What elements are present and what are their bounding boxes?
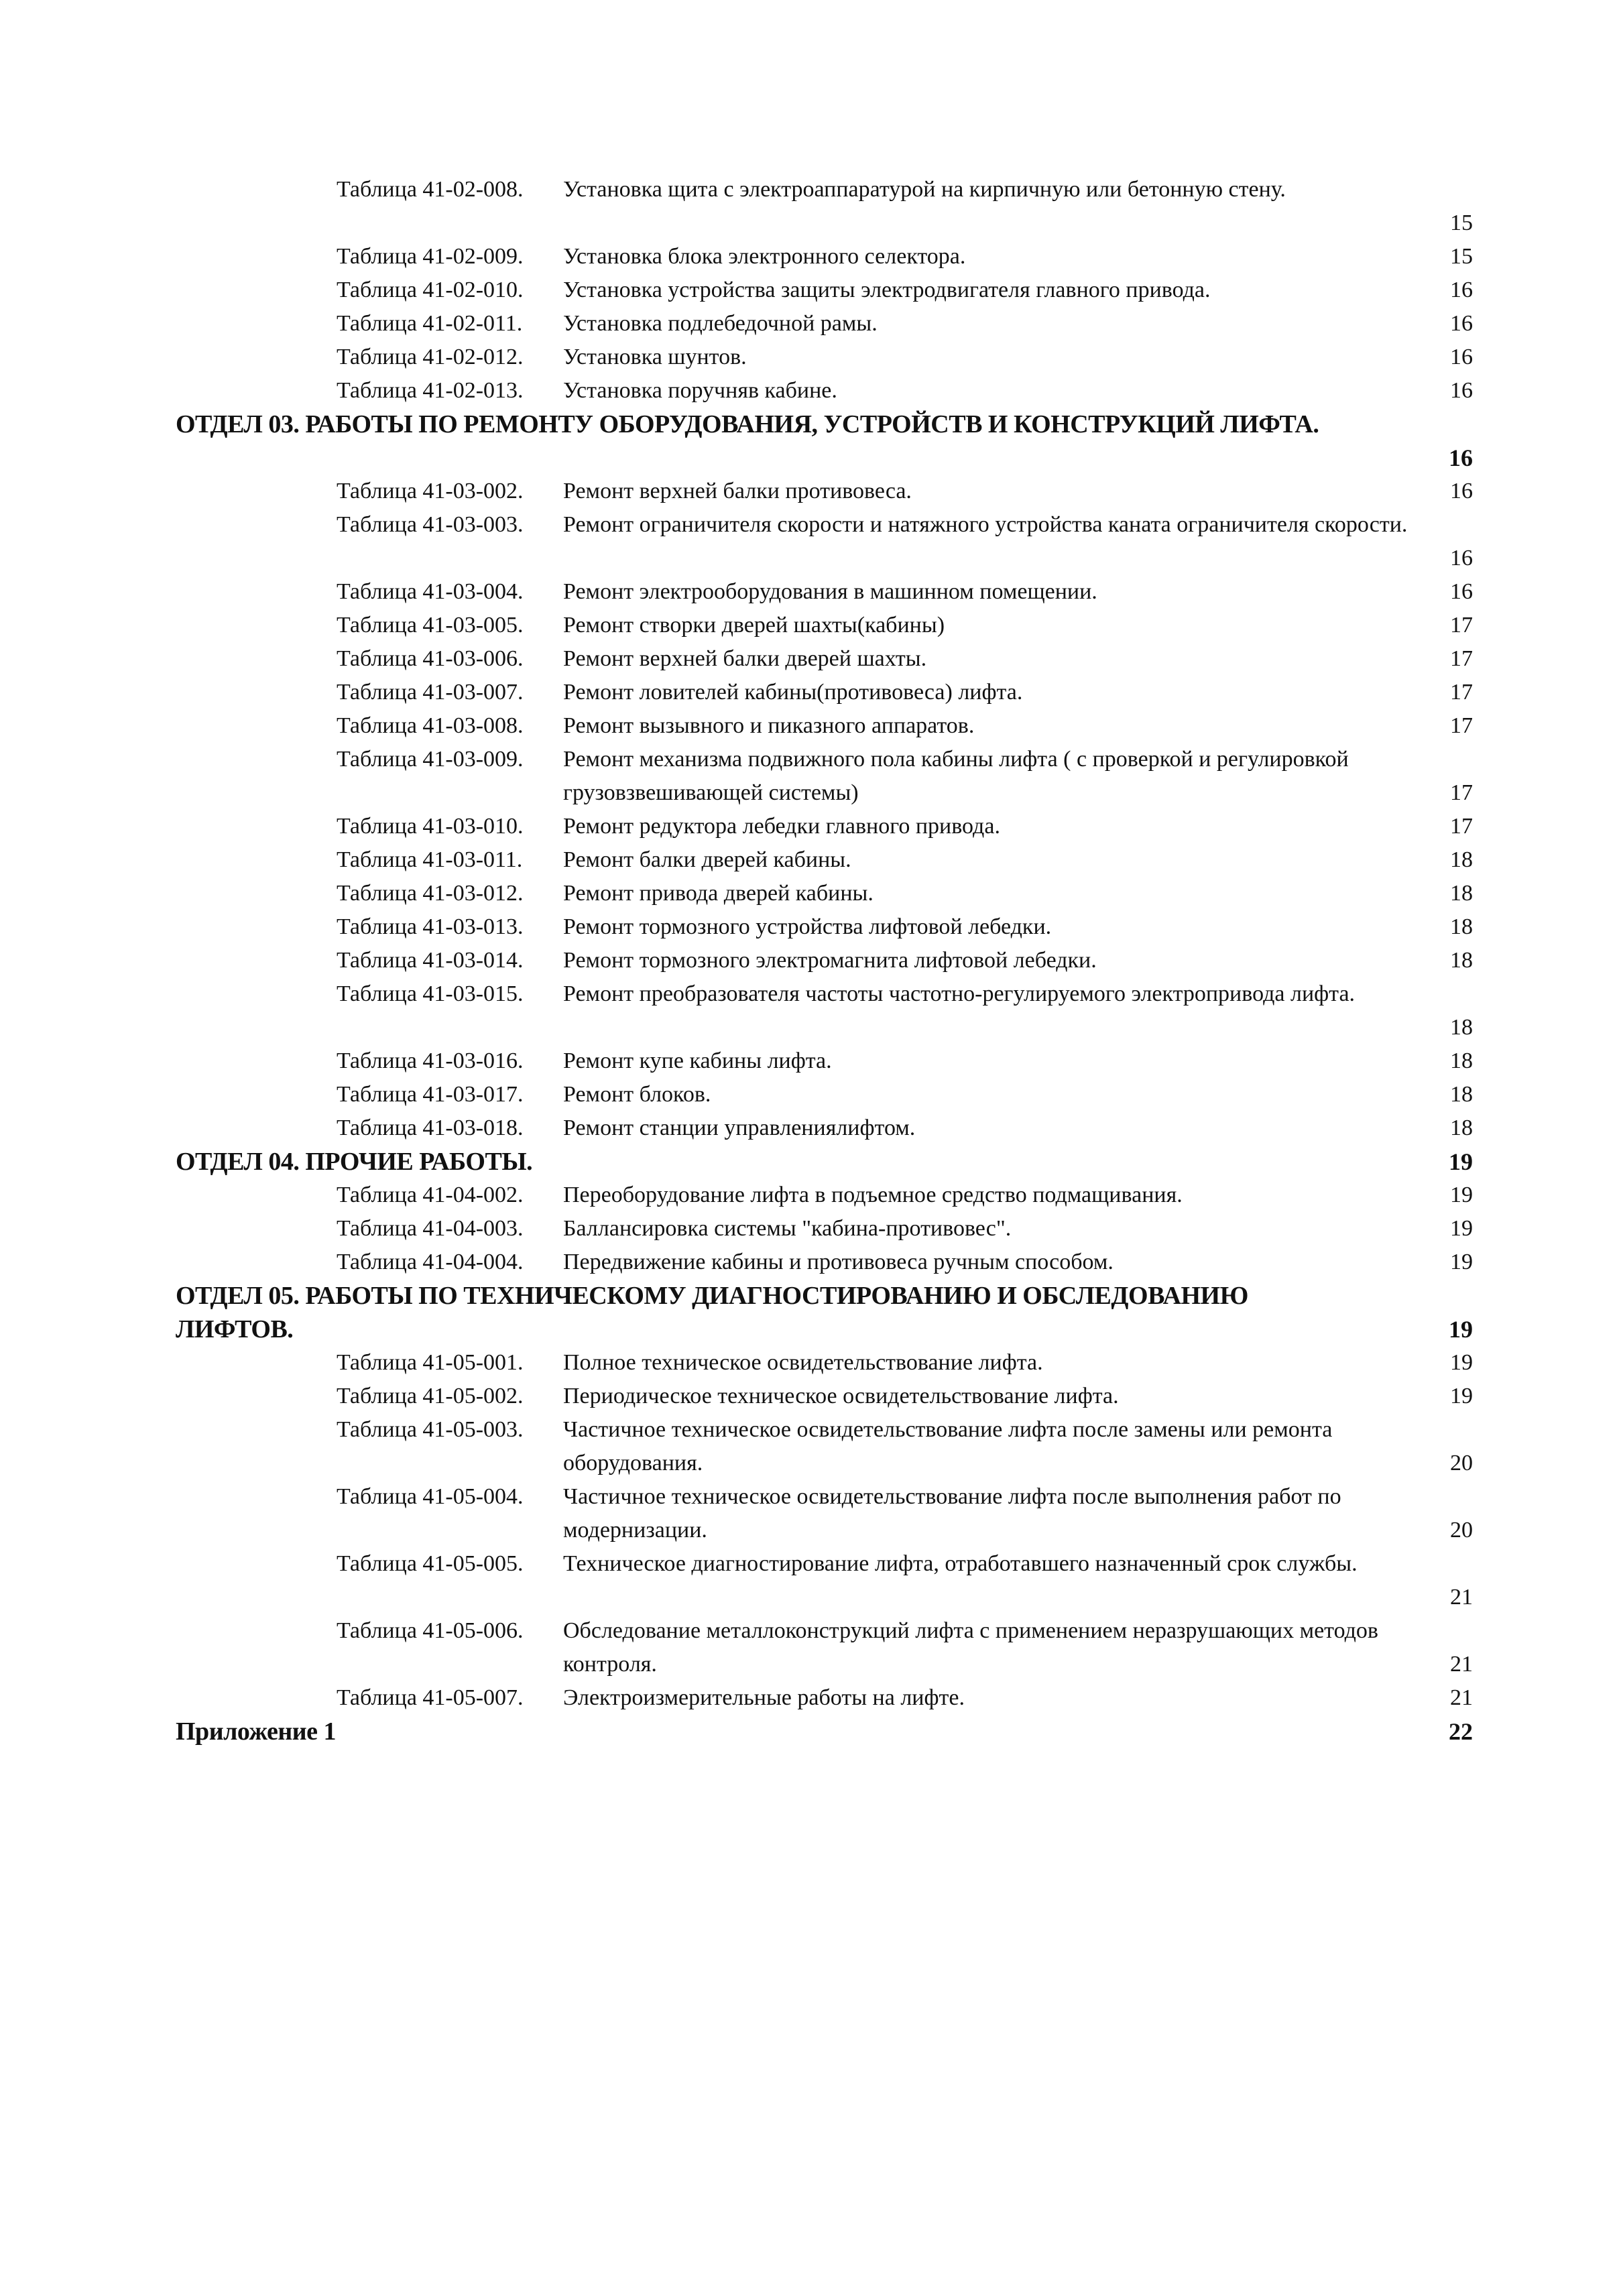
toc-page-number: 19 (1450, 1384, 1473, 1408)
toc-page-number: 18 (1450, 1048, 1473, 1073)
toc-page-number: 16 (1450, 546, 1473, 570)
toc-entry-title: Установка блока электронного селектора. (563, 244, 966, 269)
toc-entry-code: Таблица 41-03-015. (337, 981, 524, 1006)
toc-entry-code: Таблица 41-05-001. (337, 1350, 524, 1375)
toc-page-number: 17 (1450, 680, 1473, 705)
toc-entry-row (176, 1246, 1473, 1279)
toc-section-row (176, 1145, 1473, 1179)
toc-entry-code: Таблица 41-02-009. (337, 244, 524, 269)
toc-entry-row (176, 1346, 1473, 1380)
toc-entry-title: Ремонт преобразователя частоты частотно-регулируемого электропривода лифта. (563, 981, 1356, 1006)
toc-page-number: 15 (1450, 244, 1473, 269)
toc-entry-code: Таблица 41-03-013. (337, 914, 524, 939)
toc-page-number: 17 (1450, 814, 1473, 839)
toc-entry-title: Переоборудование лифта в подъемное средство подмащивания. (563, 1183, 1183, 1207)
toc-entry-code: Таблица 41-03-009. (337, 747, 524, 772)
toc-entry-row (176, 475, 1473, 508)
toc-entry-row (176, 1044, 1473, 1078)
toc-section-row (176, 1715, 1473, 1748)
toc-entry-row (176, 1413, 1473, 1480)
toc-page-number: 16 (1449, 444, 1473, 471)
toc-page-number: 16 (1450, 378, 1473, 403)
toc-page-number: 21 (1450, 1585, 1473, 1610)
toc-section-row (176, 1279, 1473, 1346)
toc-entry-code: Таблица 41-03-002. (337, 479, 524, 503)
toc-page-number: 21 (1450, 1652, 1473, 1677)
toc-entry-row (176, 374, 1473, 408)
toc-page-number: 18 (1450, 881, 1473, 906)
toc-page-number: 18 (1450, 1015, 1473, 1040)
toc-entry-code: Таблица 41-03-010. (337, 814, 524, 839)
toc-entry-code: Таблица 41-02-012. (337, 345, 524, 369)
toc-page-number: 17 (1450, 713, 1473, 738)
toc-page-number: 19 (1450, 1250, 1473, 1274)
toc-page-number: 20 (1450, 1518, 1473, 1543)
toc-entry-code: Таблица 41-03-004. (337, 579, 524, 604)
toc-entry-title: Ремонт балки дверей кабины. (563, 847, 851, 872)
toc-entry-title: Установка шунтов. (563, 345, 747, 369)
toc-entry-row (176, 944, 1473, 977)
toc-entry-code: Таблица 41-03-007. (337, 680, 524, 705)
toc-entry-code: Таблица 41-03-012. (337, 881, 524, 906)
toc-entry-row (176, 307, 1473, 341)
toc-page-number: 18 (1450, 1082, 1473, 1107)
toc-entry-row (176, 843, 1473, 877)
toc-entry-title: Ремонт механизма подвижного пола кабины лифта ( с проверкой и регулировкой грузовзвешивающей системы) (563, 747, 1349, 805)
toc-entry-code: Таблица 41-03-005. (337, 613, 524, 638)
toc-page-number: 15 (1450, 210, 1473, 235)
toc-entry-title: Ремонт редуктора лебедки главного привода. (563, 814, 1000, 839)
toc-entry-title: Передвижение кабины и противовеса ручным способом. (563, 1250, 1114, 1274)
toc-entry-title: Ремонт блоков. (563, 1082, 711, 1107)
toc-entry-title: Ремонт верхней балки дверей шахты. (563, 646, 927, 671)
toc-entry-code: Таблица 41-02-013. (337, 378, 524, 403)
toc-page-number: 18 (1450, 1115, 1473, 1140)
toc-entry-code: Таблица 41-05-004. (337, 1484, 524, 1509)
toc-entry-title: Ремонт купе кабины лифта. (563, 1048, 832, 1073)
toc-entry-row (176, 676, 1473, 709)
toc-entry-code: Таблица 41-03-008. (337, 713, 524, 738)
toc-page-number: 16 (1450, 311, 1473, 336)
toc-entry-code: Таблица 41-04-002. (337, 1183, 524, 1207)
toc-entry-title: Периодическое техническое освидетельствование лифта. (563, 1384, 1119, 1408)
toc-entry-row (176, 1681, 1473, 1715)
toc-entry-code: Таблица 41-04-003. (337, 1216, 524, 1241)
toc-page-number: 16 (1450, 345, 1473, 369)
toc-entry-code: Таблица 41-03-016. (337, 1048, 524, 1073)
toc-entry-row (176, 173, 1473, 240)
toc-entry-code: Таблица 41-03-018. (337, 1115, 524, 1140)
table-of-contents (176, 173, 1473, 1748)
toc-entry-row (176, 508, 1473, 575)
toc-entry-code: Таблица 41-02-010. (337, 278, 524, 302)
toc-entry-title: Ремонт створки дверей шахты(кабины) (563, 613, 945, 638)
toc-entry-code: Таблица 41-02-011. (337, 311, 523, 336)
toc-entry-title: Ремонт тормозного устройства лифтовой лебедки. (563, 914, 1052, 939)
toc-entry-title: Ремонт верхней балки противовеса. (563, 479, 912, 503)
toc-entry-row (176, 977, 1473, 1044)
toc-entry-title: Ремонт ловителей кабины(противовеса) лифта. (563, 680, 1023, 705)
toc-entry-title: Ремонт станции управлениялифтом. (563, 1115, 916, 1140)
toc-entry-code: Таблица 41-03-003. (337, 512, 524, 537)
toc-section-title: ОТДЕЛ 05. РАБОТЫ ПО ТЕХНИЧЕСКОМУ ДИАГНОСТИРОВАНИЮ И ОБСЛЕДОВАНИЮ ЛИФТОВ. (176, 1282, 1248, 1343)
toc-page-number: 19 (1449, 1148, 1473, 1175)
toc-page-number: 16 (1450, 479, 1473, 503)
toc-page-number: 21 (1450, 1685, 1473, 1710)
toc-entry-row (176, 609, 1473, 642)
toc-entry-code: Таблица 41-05-007. (337, 1685, 524, 1710)
toc-entry-row (176, 1380, 1473, 1413)
toc-entry-row (176, 642, 1473, 676)
toc-entry-code: Таблица 41-03-017. (337, 1082, 524, 1107)
toc-entry-code: Таблица 41-03-014. (337, 948, 524, 973)
toc-entry-title: Установка подлебедочной рамы. (563, 311, 878, 336)
toc-section-row (176, 408, 1473, 475)
toc-entry-code: Таблица 41-05-002. (337, 1384, 524, 1408)
toc-entry-title: Ремонт вызывного и пиказного аппаратов. (563, 713, 975, 738)
toc-section-title: ОТДЕЛ 04. ПРОЧИЕ РАБОТЫ. (176, 1148, 533, 1176)
toc-entry-row (176, 240, 1473, 274)
toc-entry-row (176, 709, 1473, 743)
toc-entry-title: Частичное техническое освидетельствование лифта после выполнения работ по модернизации. (563, 1484, 1341, 1543)
toc-page-number: 19 (1449, 1316, 1473, 1343)
toc-entry-row (176, 1179, 1473, 1212)
toc-page-number: 16 (1450, 579, 1473, 604)
toc-entry-row (176, 810, 1473, 843)
toc-entry-title: Установка щита с электроаппаратурой на кирпичную или бетонную стену. (563, 177, 1286, 202)
toc-page-number: 16 (1450, 278, 1473, 302)
toc-entry-row (176, 877, 1473, 910)
toc-entry-row (176, 1111, 1473, 1145)
toc-entry-row (176, 274, 1473, 307)
toc-entry-row (176, 1614, 1473, 1681)
toc-page-number: 18 (1450, 948, 1473, 973)
toc-page-number: 17 (1450, 780, 1473, 805)
toc-entry-title: Ремонт тормозного электромагнита лифтовой лебедки. (563, 948, 1097, 973)
toc-page-number: 19 (1450, 1183, 1473, 1207)
toc-entry-code: Таблица 41-03-011. (337, 847, 523, 872)
toc-entry-code: Таблица 41-05-003. (337, 1417, 524, 1442)
toc-entry-title: Установка устройства защиты электродвигателя главного привода. (563, 278, 1211, 302)
toc-section-title: Приложение 1 (176, 1717, 337, 1746)
toc-entry-title: Обследование металлоконструкций лифта с применением неразрушающих методов контроля. (563, 1618, 1378, 1677)
toc-entry-row (176, 575, 1473, 609)
toc-entry-code: Таблица 41-05-006. (337, 1618, 524, 1643)
toc-entry-code: Таблица 41-05-005. (337, 1551, 524, 1576)
toc-entry-row (176, 341, 1473, 374)
toc-entry-title: Техническое диагностирование лифта, отработавшего назначенный срок службы. (563, 1551, 1358, 1576)
toc-page-number: 20 (1450, 1451, 1473, 1475)
toc-entry-row (176, 1480, 1473, 1547)
toc-page-number: 17 (1450, 646, 1473, 671)
toc-entry-code: Таблица 41-02-008. (337, 177, 524, 202)
toc-entry-title: Установка поручняв кабине. (563, 378, 837, 403)
toc-page-number: 19 (1450, 1350, 1473, 1375)
toc-entry-title: Ремонт электрооборудования в машинном помещении. (563, 579, 1097, 604)
toc-entry-title: Электроизмерительные работы на лифте. (563, 1685, 965, 1710)
toc-page-number: 19 (1450, 1216, 1473, 1241)
toc-entry-row (176, 743, 1473, 810)
toc-page-number: 18 (1450, 847, 1473, 872)
toc-page-number: 18 (1450, 914, 1473, 939)
toc-page-number: 17 (1450, 613, 1473, 638)
toc-entry-code: Таблица 41-04-004. (337, 1250, 524, 1274)
toc-entry-row (176, 1212, 1473, 1246)
toc-entry-title: Частичное техническое освидетельствование лифта после замены или ремонта оборудования. (563, 1417, 1333, 1475)
toc-entry-code: Таблица 41-03-006. (337, 646, 524, 671)
toc-entry-title: Баллансировка системы "кабина-противовес". (563, 1216, 1012, 1241)
toc-entry-row (176, 1547, 1473, 1614)
toc-page-number: 22 (1449, 1718, 1473, 1745)
toc-entry-row (176, 1078, 1473, 1111)
toc-entry-title: Ремонт ограничителя скорости и натяжного устройства каната ограничителя скорости. (563, 512, 1408, 537)
toc-section-title: ОТДЕЛ 03. РАБОТЫ ПО РЕМОНТУ ОБОРУДОВАНИЯ, УСТРОЙСТВ И КОНСТРУКЦИЙ ЛИФТА. (176, 410, 1319, 438)
toc-entry-row (176, 910, 1473, 944)
toc-entry-title: Полное техническое освидетельствование лифта. (563, 1350, 1043, 1375)
toc-entry-title: Ремонт привода дверей кабины. (563, 881, 874, 906)
